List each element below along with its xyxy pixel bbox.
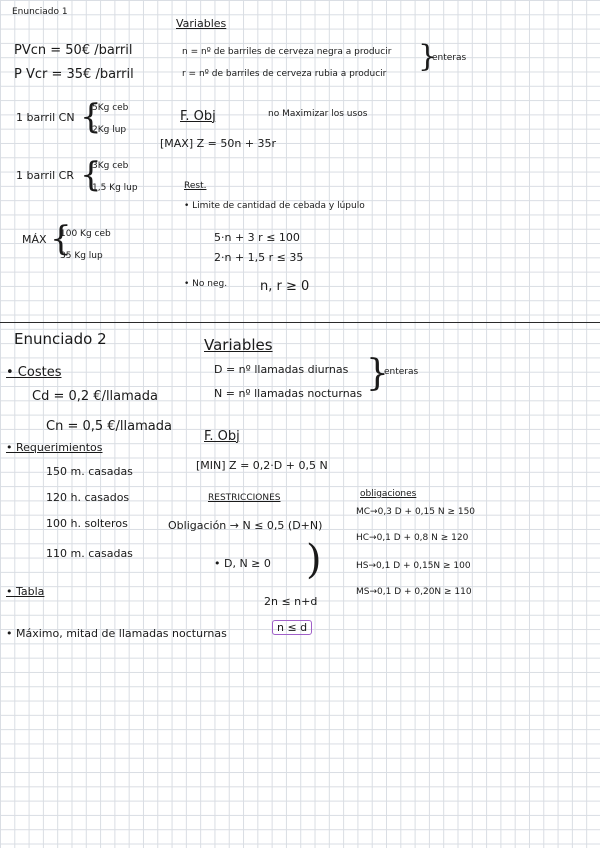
e2-obligacion-3: HS→0,1 D + 0,15N ≥ 100 — [356, 561, 471, 571]
e1-inequality-1: 5·n + 3 r ≤ 100 — [214, 231, 300, 244]
e1-fobj-equation: [MAX] Z = 50n + 35r — [160, 137, 277, 150]
e1-max-label: MÁX — [22, 233, 47, 246]
e2-enteras-brace: } — [366, 353, 389, 394]
e1-cr-item-1: 3Kg ceb — [92, 161, 129, 171]
e2-req-item-2: 120 h. casados — [46, 491, 130, 504]
e1-max-item-1: 100 Kg ceb — [60, 229, 111, 239]
e1-fobj-title: F. Obj — [180, 109, 216, 124]
e2-restricciones-title: RESTRICCIONES — [208, 493, 281, 503]
e1-rest-item: • Limite de cantidad de cebada y lúpulo — [184, 201, 365, 211]
e2-costes-label: • Costes — [6, 365, 62, 380]
e2-variables-title: Variables — [204, 336, 273, 354]
section-divider — [0, 322, 600, 323]
e1-rest-title: Rest. — [184, 181, 207, 191]
e1-fobj-note: no Maximizar los usos — [268, 109, 368, 119]
e1-inequality-2: 2·n + 1,5 r ≤ 35 — [214, 251, 304, 264]
e2-var-d: D = nº llamadas diurnas — [214, 363, 349, 376]
e2-req-label: • Requerimientos — [6, 441, 103, 454]
e1-variables-title: Variables — [176, 17, 227, 30]
e1-cn-item-1: 5Kg ceb — [92, 103, 129, 113]
e1-cn-label: 1 barril CN — [16, 111, 75, 124]
e2-cost-d: Cd = 0,2 €/llamada — [32, 389, 158, 404]
e2-fobj-title: F. Obj — [204, 429, 240, 444]
e1-title: Enunciado 1 — [12, 7, 68, 17]
e2-req-item-3: 100 h. solteros — [46, 517, 128, 530]
e1-cn-brace: { — [80, 97, 102, 137]
e2-var-n: N = nº llamadas nocturnas — [214, 387, 363, 400]
e2-curve-mark: ) — [306, 537, 322, 583]
e2-cost-n: Cn = 0,5 €/llamada — [46, 419, 172, 434]
e1-noneg-equation: n, r ≥ 0 — [260, 279, 310, 294]
e1-var-n: n = nº de barriles de cerveza negra a producir — [182, 47, 392, 57]
e2-fobj-equation: [MIN] Z = 0,2·D + 0,5 N — [196, 459, 328, 472]
e2-obligacion-2: HC→0,1 D + 0,8 N ≥ 120 — [356, 533, 469, 543]
e1-cr-label: 1 barril CR — [16, 169, 75, 182]
e2-maximo-note: • Máximo, mitad de llamadas nocturnas — [6, 627, 227, 640]
e1-price-cr: P Vcr = 35€ /barril — [14, 67, 134, 82]
e2-enteras: enteras — [384, 367, 419, 377]
e2-obligation-equation: Obligación → N ≤ 0,5 (D+N) — [168, 519, 323, 532]
e1-enteras-brace: } — [418, 39, 438, 74]
e1-max-item-2: 35 Kg lup — [60, 251, 103, 261]
e1-var-r: r = nº de barriles de cerveza rubia a producir — [182, 69, 387, 79]
e2-noneg-equation: • D, N ≥ 0 — [214, 557, 271, 570]
e1-noneg-label: • No neg. — [184, 279, 228, 289]
e1-max-brace: { — [50, 219, 72, 259]
e2-derivation: 2n ≤ n+d — [264, 595, 318, 608]
e2-obligacion-4: MS→0,1 D + 0,20N ≥ 110 — [356, 587, 472, 597]
e2-obligaciones-title: obligaciones — [360, 489, 417, 499]
e2-title: Enunciado 2 — [14, 330, 107, 348]
e2-req-item-4: 110 m. casadas — [46, 547, 133, 560]
e2-req-item-1: 150 m. casadas — [46, 465, 133, 478]
e1-price-cn: PVcn = 50€ /barril — [14, 43, 133, 58]
e1-cn-item-2: 2Kg lup — [92, 125, 127, 135]
e1-cr-item-2: 1,5 Kg lup — [92, 183, 138, 193]
e2-obligacion-1: MC→0,3 D + 0,15 N ≥ 150 — [356, 507, 476, 517]
e2-tabla-label: • Tabla — [6, 585, 45, 598]
e2-boxed-result: n ≤ d — [272, 620, 312, 635]
e1-enteras: enteras — [432, 53, 467, 63]
e1-cr-brace: { — [80, 155, 102, 195]
